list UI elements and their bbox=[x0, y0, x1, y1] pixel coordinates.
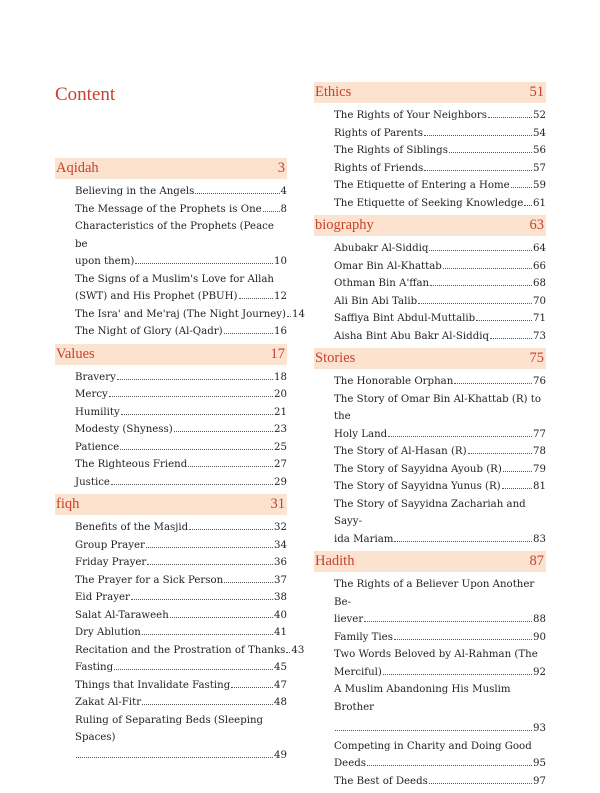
entry-label: Othman Bin A'ffan bbox=[334, 278, 430, 289]
entry-page: 34 bbox=[274, 539, 287, 551]
dot-leader bbox=[449, 152, 532, 153]
toc-entry[interactable] bbox=[75, 271, 287, 306]
toc-entry[interactable] bbox=[75, 369, 287, 387]
toc-entry[interactable] bbox=[75, 519, 287, 537]
section-page: 75 bbox=[529, 350, 544, 366]
entry-page: 73 bbox=[533, 330, 546, 342]
dot-leader bbox=[429, 250, 532, 251]
entry-label: Humility bbox=[75, 406, 120, 418]
entry-label: Bravery bbox=[75, 371, 116, 383]
toc-entry[interactable] bbox=[75, 323, 287, 341]
entry-label: The Etiquette of Entering a Home bbox=[334, 180, 510, 191]
dot-leader bbox=[120, 449, 273, 450]
entry-label-line: Deeds bbox=[334, 758, 366, 769]
entry-label: The Rights of Your Neighbors bbox=[334, 110, 488, 121]
section-header-ethics[interactable] bbox=[314, 82, 546, 103]
page-title: Content bbox=[55, 84, 116, 105]
dot-leader bbox=[430, 285, 532, 286]
entry-page: 78 bbox=[533, 446, 546, 457]
section-title: Aqidah bbox=[56, 160, 99, 176]
entry-page: 97 bbox=[533, 775, 546, 787]
toc-entry[interactable] bbox=[75, 642, 305, 660]
toc-entry[interactable] bbox=[75, 554, 287, 572]
dot-leader bbox=[394, 541, 532, 542]
dot-leader bbox=[117, 379, 273, 380]
section-page: 51 bbox=[529, 84, 544, 100]
entry-label: Patience bbox=[75, 441, 120, 453]
toc-entry[interactable] bbox=[334, 443, 546, 461]
toc-entry[interactable] bbox=[334, 461, 546, 479]
entry-label: Modesty (Shyness) bbox=[75, 424, 173, 435]
dot-leader bbox=[239, 298, 274, 299]
entry-label: The Honorable Orphan bbox=[334, 376, 454, 387]
entry-page: 32 bbox=[274, 522, 287, 533]
dot-leader bbox=[443, 268, 532, 269]
entry-page: 83 bbox=[533, 533, 546, 545]
section-page: 17 bbox=[270, 345, 285, 362]
entry-page: 18 bbox=[274, 371, 287, 383]
section-page: 3 bbox=[277, 160, 285, 176]
entry-label: The Story of Sayyidna Ayoub (R) bbox=[334, 463, 502, 475]
entry-label: Friday Prayer bbox=[75, 557, 147, 568]
toc-entry[interactable] bbox=[334, 160, 546, 178]
dot-leader bbox=[287, 316, 291, 317]
entry-page: 57 bbox=[533, 162, 546, 174]
entry-label: Abubakr Al-Siddiq bbox=[334, 243, 429, 254]
toc-entry[interactable] bbox=[75, 386, 287, 404]
dot-leader bbox=[367, 765, 532, 766]
section-page: 63 bbox=[529, 217, 544, 233]
dot-leader bbox=[174, 431, 273, 432]
toc-entry[interactable] bbox=[75, 712, 287, 765]
entry-label: Group Prayer bbox=[75, 539, 145, 551]
section-title: Values bbox=[56, 345, 95, 362]
entry-label: Justice bbox=[75, 476, 110, 488]
entry-label: Family Ties bbox=[334, 631, 393, 643]
toc-entry[interactable] bbox=[334, 646, 546, 681]
entry-label-line: Ruling of Separating Beds (Sleeping Spaces) bbox=[75, 714, 264, 743]
entry-label: Rights of Parents bbox=[334, 127, 423, 139]
dot-leader bbox=[511, 187, 532, 188]
entry-label: Believing in the Angels bbox=[75, 186, 195, 197]
entry-page: 54 bbox=[533, 127, 546, 139]
dot-leader bbox=[189, 529, 273, 530]
toc-entry[interactable] bbox=[75, 537, 287, 555]
entry-label: The Story of Al-Hasan (R) bbox=[334, 446, 467, 457]
section-page: 31 bbox=[270, 496, 285, 512]
toc-entry[interactable] bbox=[75, 456, 287, 474]
dot-leader bbox=[394, 639, 532, 640]
entry-page: 14 bbox=[292, 308, 305, 320]
dot-leader bbox=[142, 634, 273, 635]
entry-label-line: (SWT) and His Prophet (PBUH) bbox=[75, 291, 238, 302]
toc-entry[interactable] bbox=[334, 177, 546, 195]
entry-label: The Rights of Siblings bbox=[334, 145, 448, 156]
toc-entry[interactable] bbox=[334, 328, 546, 346]
entry-page: 81 bbox=[533, 481, 546, 492]
dot-leader bbox=[503, 471, 532, 472]
dot-leader bbox=[76, 757, 273, 758]
entry-label: Dry Ablution bbox=[75, 627, 141, 638]
entry-label: The Isra' and Me'raj (The Night Journey) bbox=[75, 308, 287, 320]
entry-label: Rights of Friends bbox=[334, 162, 424, 174]
toc-entry[interactable] bbox=[334, 142, 546, 160]
entry-label-line: Characteristics of the Prophets (Peace be bbox=[75, 221, 274, 250]
toc-entry[interactable] bbox=[334, 125, 546, 143]
entry-page: 12 bbox=[274, 291, 287, 302]
entry-label-line: Two Words Beloved by Al-Rahman (The bbox=[334, 649, 538, 660]
entry-page: 38 bbox=[274, 592, 287, 603]
entry-page: 56 bbox=[533, 145, 546, 156]
entry-label-line: The Signs of a Muslim's Love for Allah bbox=[75, 273, 274, 285]
toc-entry[interactable] bbox=[75, 677, 287, 695]
dot-leader bbox=[263, 211, 280, 212]
entry-label: Recitation and the Prostration of Thanks bbox=[75, 644, 286, 656]
entry-label-line: liever bbox=[334, 614, 364, 625]
toc-entry[interactable] bbox=[75, 218, 287, 271]
dot-leader bbox=[468, 453, 532, 454]
entry-label: The Story of Sayyidna Yunus (R) bbox=[334, 481, 501, 492]
toc-entry[interactable] bbox=[334, 310, 546, 328]
entry-page: 47 bbox=[274, 679, 287, 691]
entry-page: 64 bbox=[533, 243, 546, 254]
entry-page: 90 bbox=[533, 631, 546, 643]
entry-page: 45 bbox=[274, 662, 287, 673]
dot-leader bbox=[121, 414, 273, 415]
entry-page: 16 bbox=[274, 326, 287, 337]
entry-page: 93 bbox=[533, 723, 546, 734]
toc-entry[interactable] bbox=[75, 659, 287, 677]
entry-page: 88 bbox=[533, 614, 546, 625]
toc-entry[interactable] bbox=[75, 572, 287, 590]
dot-leader bbox=[424, 170, 532, 171]
dot-leader bbox=[364, 621, 532, 622]
toc-entry[interactable] bbox=[75, 439, 287, 457]
toc-entry[interactable] bbox=[334, 576, 546, 629]
entry-label-line: Holy Land bbox=[334, 428, 388, 440]
toc-left-column bbox=[55, 158, 305, 767]
entry-page: 79 bbox=[533, 463, 546, 475]
dot-leader bbox=[388, 436, 532, 437]
dot-leader bbox=[224, 333, 273, 334]
entry-label-line: The Rights of a Believer Upon Another Be- bbox=[334, 579, 535, 608]
entry-page: 4 bbox=[280, 186, 287, 197]
toc-entry[interactable] bbox=[334, 478, 546, 496]
dot-leader bbox=[224, 582, 273, 583]
entry-page: 61 bbox=[533, 197, 546, 209]
entry-label-line: The Story of Sayyidna Zachariah and Sayy- bbox=[334, 498, 526, 527]
entry-page: 20 bbox=[274, 389, 287, 400]
dot-leader bbox=[135, 263, 273, 264]
entry-label: Mercy bbox=[75, 389, 108, 400]
toc-entry[interactable] bbox=[334, 629, 546, 647]
section-header-aqidah[interactable] bbox=[55, 158, 287, 179]
toc-entry[interactable] bbox=[75, 201, 287, 219]
dot-leader bbox=[383, 674, 532, 675]
toc-right-column bbox=[314, 82, 546, 793]
entry-label: Fasting bbox=[75, 662, 114, 673]
section-title: Ethics bbox=[315, 84, 352, 100]
entry-page: 40 bbox=[274, 609, 287, 621]
entry-label: Omar Bin Al-Khattab bbox=[334, 260, 442, 272]
section-page: 87 bbox=[529, 553, 544, 569]
toc-entry[interactable] bbox=[334, 681, 546, 738]
entry-label: The Prayer for a Sick Person bbox=[75, 574, 224, 586]
entry-page: 36 bbox=[274, 557, 287, 568]
entry-label: Zakat Al-Fitr bbox=[75, 697, 142, 708]
toc-entry[interactable] bbox=[75, 474, 287, 492]
entry-page: 92 bbox=[533, 666, 546, 678]
entry-page: 10 bbox=[274, 256, 287, 267]
dot-leader bbox=[111, 484, 273, 485]
entry-label: Aisha Bint Abu Bakr Al-Siddiq bbox=[334, 330, 489, 342]
entry-page: 77 bbox=[533, 428, 546, 440]
entry-page: 25 bbox=[274, 441, 287, 453]
toc-entry[interactable] bbox=[334, 107, 546, 125]
dot-leader bbox=[429, 783, 532, 784]
dot-leader bbox=[476, 320, 532, 321]
entry-label: Things that Invalidate Fasting bbox=[75, 679, 231, 691]
dot-leader bbox=[335, 730, 532, 731]
dot-leader bbox=[147, 564, 273, 565]
entry-page: 43 bbox=[291, 644, 305, 656]
toc-entry[interactable] bbox=[75, 421, 287, 439]
dot-leader bbox=[195, 193, 279, 194]
dot-leader bbox=[502, 488, 532, 489]
dot-leader bbox=[231, 687, 273, 688]
entry-label-line: upon them) bbox=[75, 256, 135, 267]
dot-leader bbox=[488, 117, 532, 118]
entry-page: 21 bbox=[274, 406, 287, 418]
entry-label: The Night of Glory (Al-Qadr) bbox=[75, 326, 223, 337]
entry-page: 49 bbox=[274, 749, 287, 761]
section-title: Stories bbox=[315, 350, 356, 366]
dot-leader bbox=[424, 135, 532, 136]
dot-leader bbox=[114, 669, 273, 670]
toc-entry[interactable] bbox=[334, 195, 546, 213]
section-header-values[interactable] bbox=[55, 344, 287, 365]
toc-entry[interactable] bbox=[334, 373, 546, 391]
toc-entry[interactable] bbox=[334, 240, 546, 258]
entry-label-line: A Muslim Abandoning His Muslim Brother bbox=[334, 684, 511, 713]
dot-leader bbox=[524, 205, 532, 206]
section-header-fiqh[interactable] bbox=[55, 494, 287, 515]
entry-page: 29 bbox=[274, 476, 287, 488]
entry-page: 66 bbox=[533, 260, 546, 272]
dot-leader bbox=[109, 396, 273, 397]
entry-label: Saffiya Bint Abdul-Muttalib bbox=[334, 313, 476, 324]
toc-entry[interactable] bbox=[75, 306, 305, 324]
entry-page: 37 bbox=[274, 574, 287, 586]
entry-label: The Best of Deeds bbox=[334, 775, 428, 787]
toc-entry[interactable] bbox=[334, 293, 546, 311]
entry-page: 59 bbox=[533, 180, 546, 191]
entry-page: 41 bbox=[274, 627, 287, 638]
section-header-hadith[interactable] bbox=[314, 551, 546, 572]
toc-entry[interactable] bbox=[75, 624, 287, 642]
toc-entry[interactable] bbox=[75, 183, 287, 201]
section-header-biography[interactable] bbox=[314, 215, 546, 236]
section-title: fiqh bbox=[56, 496, 80, 512]
section-header-stories[interactable] bbox=[314, 348, 546, 369]
toc-entry[interactable] bbox=[75, 607, 287, 625]
entry-page: 95 bbox=[533, 758, 546, 769]
entry-page: 68 bbox=[533, 278, 546, 289]
toc-entry[interactable] bbox=[334, 496, 546, 549]
entry-label-line: ida Mariam bbox=[334, 533, 394, 545]
dot-leader bbox=[146, 547, 273, 548]
entry-label: Benefits of the Masjid bbox=[75, 522, 189, 533]
toc-entry[interactable] bbox=[334, 773, 546, 791]
entry-page: 48 bbox=[274, 697, 287, 708]
entry-page: 70 bbox=[533, 295, 546, 307]
entry-label-line: The Story of Omar Bin Al-Khattab (R) to the bbox=[334, 393, 541, 422]
dot-leader bbox=[131, 599, 273, 600]
toc-entry[interactable] bbox=[75, 694, 287, 712]
section-title: biography bbox=[315, 217, 374, 233]
entry-label: The Righteous Friend bbox=[75, 459, 188, 470]
entry-label: The Etiquette of Seeking Knowledge bbox=[334, 197, 524, 209]
entry-label-line: Merciful) bbox=[334, 666, 382, 678]
entry-label: The Message of the Prophets is One bbox=[75, 203, 262, 215]
entry-page: 23 bbox=[274, 424, 287, 435]
section-title: Hadith bbox=[315, 553, 355, 569]
toc-entry[interactable] bbox=[75, 589, 287, 607]
dot-leader bbox=[454, 383, 532, 384]
dot-leader bbox=[142, 704, 273, 705]
entry-page: 52 bbox=[533, 110, 546, 121]
dot-leader bbox=[418, 303, 532, 304]
toc-entry[interactable] bbox=[75, 404, 287, 422]
entry-label: Eid Prayer bbox=[75, 592, 130, 603]
dot-leader bbox=[170, 617, 273, 618]
entry-page: 27 bbox=[274, 459, 287, 470]
toc-entry[interactable] bbox=[334, 258, 546, 276]
dot-leader bbox=[490, 338, 532, 339]
dot-leader bbox=[188, 466, 273, 467]
entry-page: 8 bbox=[280, 203, 287, 215]
entry-page: 76 bbox=[533, 376, 546, 387]
toc-entry[interactable] bbox=[334, 391, 546, 444]
entry-label: Salat Al-Taraweeh bbox=[75, 609, 169, 621]
toc-entry[interactable] bbox=[334, 738, 546, 773]
entry-page: 71 bbox=[533, 313, 546, 324]
entry-label: Ali Bin Abi Talib bbox=[334, 295, 418, 307]
toc-entry[interactable] bbox=[334, 275, 546, 293]
entry-label-line: Competing in Charity and Doing Good bbox=[334, 740, 532, 752]
dot-leader bbox=[286, 652, 290, 653]
